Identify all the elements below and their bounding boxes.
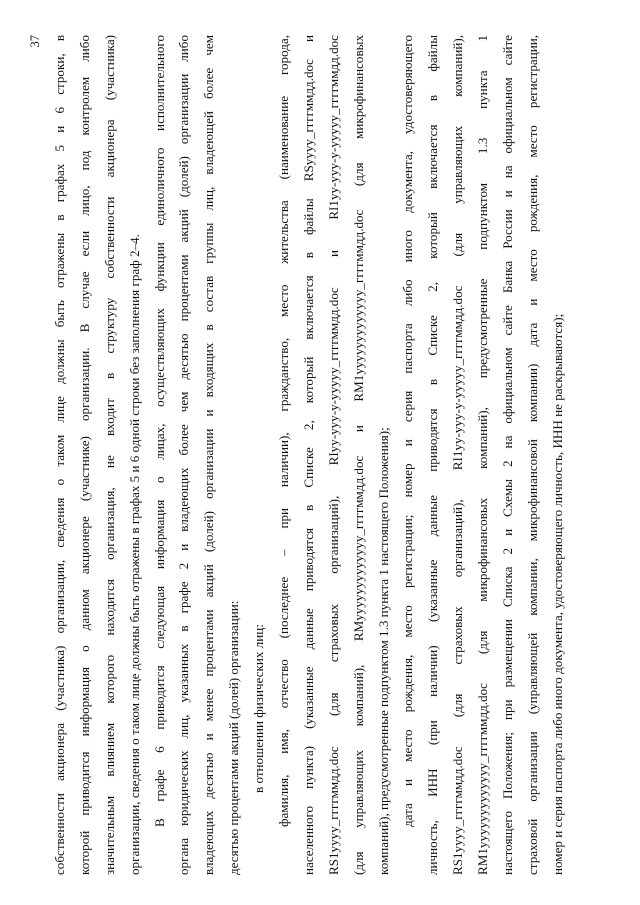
text-line: владеющих десятью и менее процентами акций (долей) организации и входящих в состав группы лиц, владеющей более чем — [201, 35, 217, 875]
text-line: значительным влиянием которого находится организация, не входит в структуру собственности акционера (участника) — [101, 35, 117, 875]
text-line: RM1yyyyyyyyyyyyy_ггггммдд.doc (для микрофинансовых компаний), предусмотренные подпунктом 1.3 пункта 1 — [475, 35, 491, 875]
text-line: номер и серия паспорта либо иного документа, удостоверяющего личность, ИНН не раскрываются); — [549, 313, 565, 875]
text-line: RS1yyyy_ггггммдд.doc (для страховых организаций), RIyy-yyy-y-yyyyy_ггггммдд.doc и RI1yy-yyy-y-yyyyy_ггггммдд.doc — [325, 35, 341, 875]
text-line: органа юридических лиц, указанных в графе 2 и владеющих более чем десятью процентами акций (долей) организации либо — [176, 35, 192, 875]
text-line: В графе 6 приводится следующая информация о лицах, осуществляющих функции единоличного исполнительного — [151, 35, 167, 827]
page-number: 37 — [28, 35, 42, 48]
text-line: фамилия, имя, отчество (последнее – при наличии), гражданство, место жительства (наименование города, — [276, 35, 292, 827]
text-line: личность, ИНН (при наличии) (указанные данные приводятся в Списке 2, который включается в файлы — [425, 35, 441, 875]
text-line: настоящего Положения; при размещении Списка 2 и Схемы 2 на официальном сайте Банка России и на официальном сайте — [500, 35, 516, 875]
rotated-text-block — [25, 35, 585, 875]
body-text — [48, 35, 578, 875]
text-line: дата и место рождения, место регистрации; номер и серия паспорта либо иного документа, удостоверяющего — [400, 35, 416, 827]
text-line: (для управляющих компаний), RMyyyyyyyyyyyyy_ггггммдд.doc и RM1yyyyyyyyyyyyy_ггггммдд.doc (для микрофинансовых — [350, 35, 366, 875]
text-line: компаний), предусмотренные подпунктом 1.3 пункта 1 настоящего Положения); — [375, 427, 391, 875]
text-line: страховой организации (управляющей компании, микрофинансовой компании) дата и место рождения, место регистрации, — [524, 35, 540, 875]
text-line: организации, сведения о таком лице должны быть отражены в графах 5 и 6 одной строки без заполнения граф 2–4. — [126, 234, 142, 875]
text-line: RS1yyyy_ггггммдд.doc (для страховых организаций), RI1yy-yyy-y-yyyyy_ггггммдд.doc (для управляющих компаний), — [450, 35, 466, 875]
text-line: десятью процентами акций (долей) организации: — [226, 600, 242, 875]
text-line: собственности акционера (участника) организации, сведения о таком лице должны быть отражены в графах 5 и 6 строки, в — [52, 35, 67, 875]
text-line: населенного пункта) (указанные данные приводятся в Списке 2, который включается в файлы RSyyyy_ггггммдд.doc и — [300, 35, 316, 875]
text-line: в отношении физических лиц: — [251, 624, 267, 793]
text-line: которой приводится информация о данном акционере (участнике) организации. В случае если лицо, под контролем либо — [76, 35, 92, 875]
